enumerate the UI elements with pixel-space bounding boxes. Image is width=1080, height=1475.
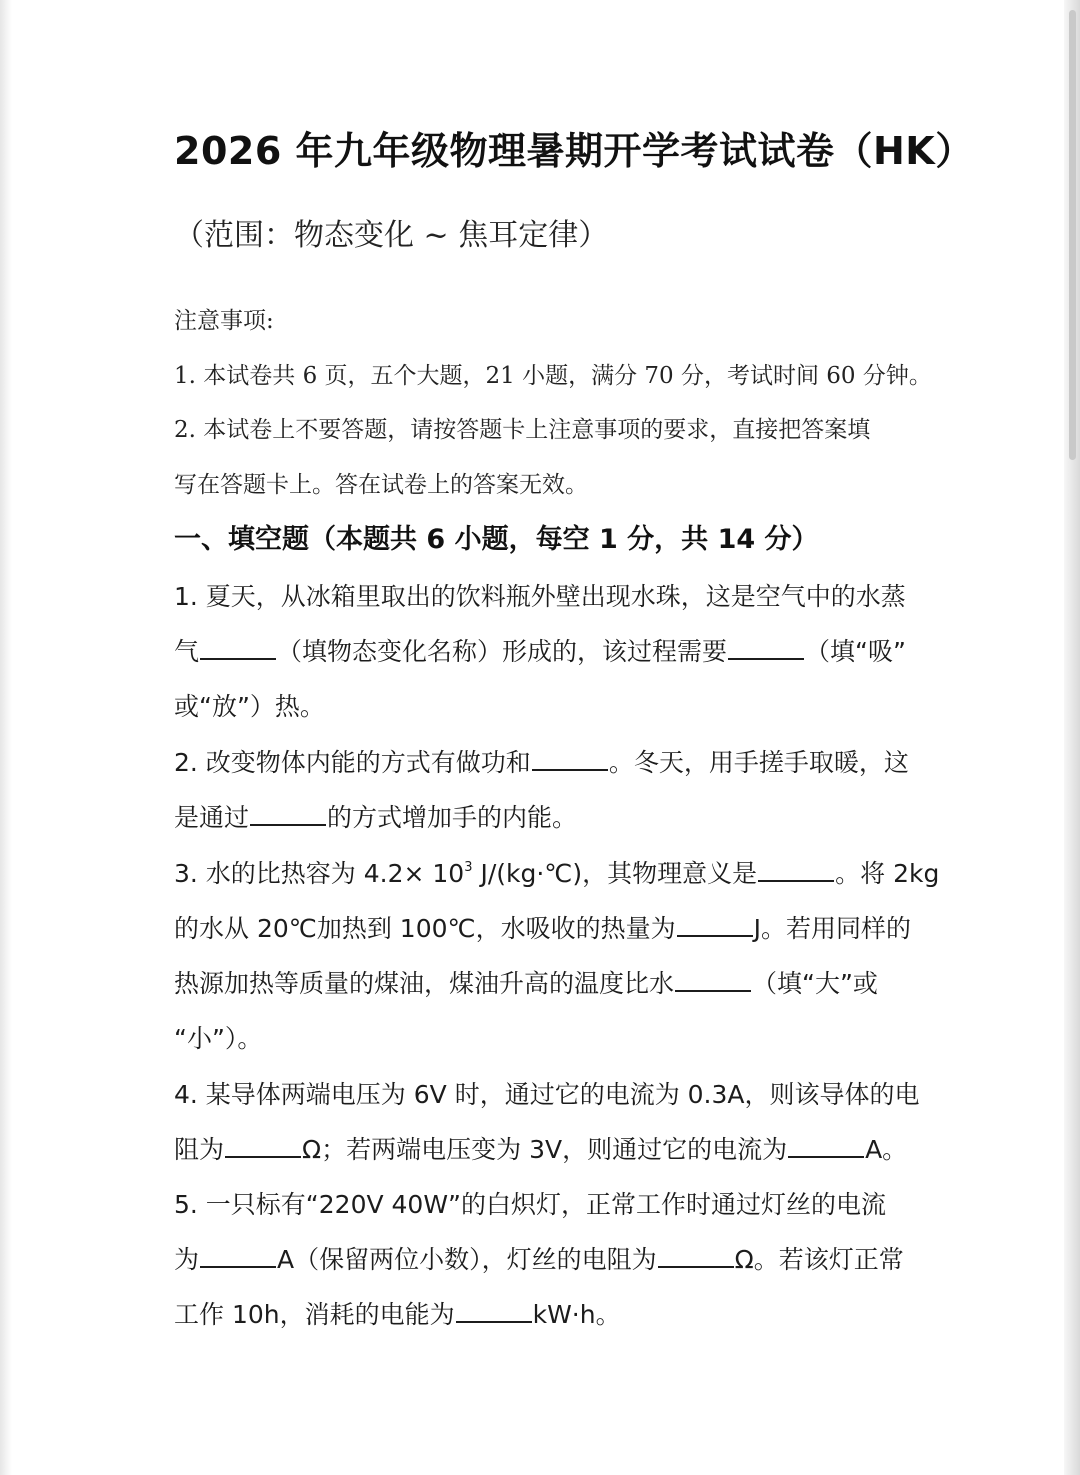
q3-line-2 bbox=[174, 916, 911, 941]
answer-blank bbox=[677, 934, 753, 937]
q1-text: （填“吸” bbox=[805, 637, 906, 666]
answer-blank bbox=[788, 1155, 864, 1158]
q5-text: Ω。若该灯正常 bbox=[734, 1245, 904, 1274]
answer-blank bbox=[532, 768, 608, 771]
q2-text: 的方式增加手的内能。 bbox=[327, 803, 578, 832]
q5-text: A（保留两位小数），灯丝的电阻为 bbox=[277, 1245, 657, 1274]
q5-line-2 bbox=[174, 1247, 904, 1272]
q1-text: （填物态变化名称）形成的，该过程需要 bbox=[277, 637, 728, 666]
q3-line-4: “小”）。 bbox=[174, 1024, 263, 1053]
q1-line-2 bbox=[174, 639, 906, 664]
q4-line-2 bbox=[174, 1137, 907, 1162]
q5-line-1: 5. 一只标有“220V 40W”的白炽灯，正常工作时通过灯丝的电流 bbox=[174, 1190, 887, 1219]
q3-text: 的水从 20℃加热到 100℃，水吸收的热量为 bbox=[174, 914, 676, 943]
q2-text: 是通过 bbox=[174, 803, 250, 832]
exponent: 3 bbox=[464, 860, 473, 875]
answer-blank bbox=[250, 823, 326, 826]
q3-line-1 bbox=[174, 861, 939, 886]
q3-text: 热源加热等质量的煤油，煤油升高的温度比水 bbox=[174, 969, 675, 998]
answer-blank bbox=[658, 1265, 734, 1268]
q5-text: 工作 10h，消耗的电能为 bbox=[174, 1300, 455, 1329]
note-line-1: 1. 本试卷共 6 页，五个大题，21 小题，满分 70 分，考试时间 60 分钟。 bbox=[174, 363, 932, 389]
answer-blank bbox=[225, 1155, 301, 1158]
q4-text: 阻为 bbox=[174, 1135, 225, 1164]
notes-heading: 注意事项: bbox=[174, 308, 274, 334]
q3-text: J/(kg·℃)，其物理意义是 bbox=[472, 859, 758, 888]
q5-text: kW·h。 bbox=[532, 1300, 621, 1329]
answer-blank bbox=[675, 989, 751, 992]
answer-blank bbox=[758, 879, 834, 882]
q2-line-2 bbox=[174, 805, 577, 830]
q4-text: A。 bbox=[865, 1135, 908, 1164]
q3-text: 3. 水的比热容为 4.2× 10 bbox=[174, 859, 465, 888]
q3-text: 。将 2kg bbox=[835, 859, 940, 888]
q1-line-3: 或“放”）热。 bbox=[174, 692, 325, 721]
q2-text: 。冬天，用手搓手取暖，这 bbox=[608, 748, 909, 777]
page-title: 2026 年九年级物理暑期开学考试试卷（HK） bbox=[174, 129, 974, 173]
q4-line-1: 4. 某导体两端电压为 6V 时，通过它的电流为 0.3A，则该导体的电 bbox=[174, 1080, 920, 1109]
answer-blank bbox=[200, 657, 276, 660]
q3-line-3 bbox=[174, 971, 878, 996]
note-line-2: 2. 本试卷上不要答题，请按答题卡上注意事项的要求，直接把答案填 bbox=[174, 417, 871, 443]
q2-line-1 bbox=[174, 750, 909, 775]
answer-blank bbox=[456, 1320, 532, 1323]
q1-line-1: 1. 夏天，从冰箱里取出的饮料瓶外壁出现水珠，这是空气中的水蒸 bbox=[174, 582, 906, 611]
scrollbar-thumb[interactable] bbox=[1069, 10, 1076, 460]
scrollbar-track[interactable] bbox=[1064, 0, 1080, 1475]
q2-text: 2. 改变物体内能的方式有做功和 bbox=[174, 748, 531, 777]
page-shadow-left bbox=[0, 0, 12, 1475]
q3-text: J。若用同样的 bbox=[753, 914, 911, 943]
answer-blank bbox=[728, 657, 804, 660]
section-heading: 一、填空题（本题共 6 小题，每空 1 分，共 14 分） bbox=[174, 524, 819, 555]
q5-line-3 bbox=[174, 1302, 621, 1327]
note-line-3: 写在答题卡上。答在试卷上的答案无效。 bbox=[174, 472, 588, 498]
q3-text: （填“大”或 bbox=[752, 969, 878, 998]
answer-blank bbox=[200, 1265, 276, 1268]
q1-text: 气 bbox=[174, 637, 200, 666]
q5-text: 为 bbox=[174, 1245, 200, 1274]
q4-text: Ω；若两端电压变为 3V，则通过它的电流为 bbox=[302, 1135, 788, 1164]
exam-scope: （范围：物态变化 ~ 焦耳定律） bbox=[174, 218, 609, 253]
